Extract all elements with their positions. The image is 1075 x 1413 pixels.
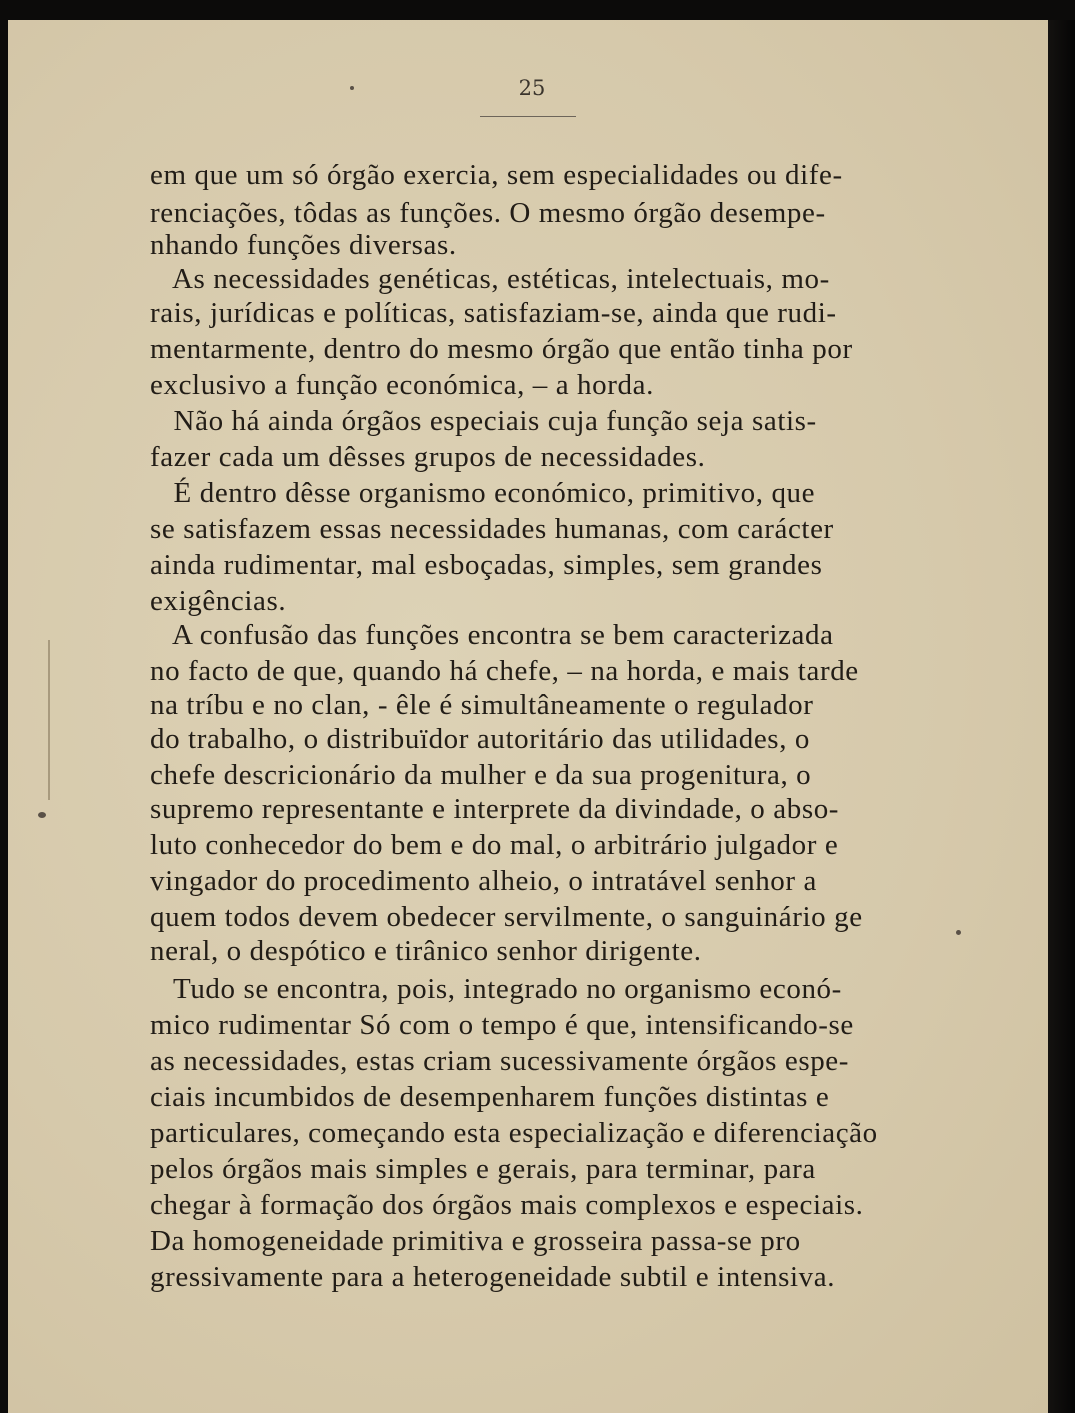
text-line: chegar à formação dos órgãos mais complexos e especiais. — [150, 1189, 864, 1221]
text-line: vingador do procedimento alheio, o intratável senhor a — [150, 865, 817, 897]
header-rule — [480, 116, 576, 117]
text-line: gressivamente para a heterogeneidade subtil e intensiva. — [150, 1261, 836, 1293]
margin-mark — [48, 640, 50, 800]
text-line: As necessidades genéticas, estéticas, intelectuais, mo- — [150, 263, 830, 295]
text-line: exclusivo a função económica, – a horda. — [150, 369, 654, 401]
text-line: se satisfazem essas necessidades humanas, com carácter — [150, 513, 834, 545]
text-line: particulares, começando esta especialização e diferenciação — [150, 1117, 878, 1149]
page-edge-shadow — [1048, 20, 1075, 1413]
text-line: Da homogeneidade primitiva e grosseira passa-se pro — [150, 1225, 801, 1257]
text-line: fazer cada um dêsses grupos de necessidades. — [150, 441, 706, 473]
ink-speck — [38, 812, 46, 818]
text-line: rais, jurídicas e políticas, satisfaziam-se, ainda que rudi- — [150, 297, 837, 329]
text-line: na tríbu e no clan, - êle é simultâneamente o regulador — [150, 689, 814, 721]
page-number: 25 — [518, 76, 546, 100]
text-line: as necessidades, estas criam sucessivamente órgãos espe- — [150, 1045, 850, 1077]
text-line: exigências. — [150, 585, 287, 617]
ink-speck — [956, 930, 961, 935]
text-line: ainda rudimentar, mal esboçadas, simples, sem grandes — [150, 549, 823, 581]
text-line: nhando funções diversas. — [150, 229, 457, 261]
text-line: mentarmente, dentro do mesmo órgão que então tinha por — [150, 333, 853, 365]
text-line: em que um só órgão exercia, sem especialidades ou dife- — [150, 159, 843, 191]
text-line: renciações, tôdas as funções. O mesmo órgão desempe- — [150, 197, 826, 229]
text-line: Tudo se encontra, pois, integrado no organismo econó- — [150, 973, 842, 1005]
text-line: do trabalho, o distribuïdor autoritário das utilidades, o — [150, 723, 810, 755]
text-line: Não há ainda órgãos especiais cuja função seja satis- — [150, 405, 817, 437]
text-line: no facto de que, quando há chefe, – na horda, e mais tarde — [150, 655, 859, 687]
text-line: luto conhecedor do bem e do mal, o arbitrário julgador e — [150, 829, 839, 861]
ink-speck — [350, 86, 354, 90]
text-line: A confusão das funções encontra se bem caracterizada — [150, 619, 834, 651]
text-line: chefe descricionário da mulher e da sua progenitura, o — [150, 759, 812, 791]
text-line: ciais incumbidos de desempenharem funções distintas e — [150, 1081, 830, 1113]
text-line: mico rudimentar Só com o tempo é que, intensificando-se — [150, 1009, 854, 1041]
text-line: quem todos devem obedecer servilmente, o sanguinário ge — [150, 901, 863, 933]
text-line: É dentro dêsse organismo económico, primitivo, que — [150, 477, 816, 509]
text-line: pelos órgãos mais simples e gerais, para terminar, para — [150, 1153, 816, 1185]
text-line: supremo representante e interprete da divindade, o abso- — [150, 793, 840, 825]
text-line: neral, o despótico e tirânico senhor dirigente. — [150, 935, 702, 967]
